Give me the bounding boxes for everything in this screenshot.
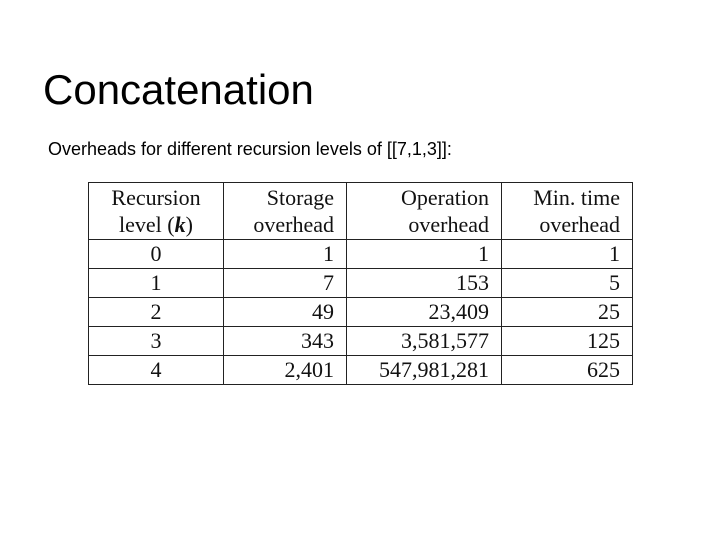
cell-min-time: 5 bbox=[502, 269, 633, 298]
overheads-table bbox=[88, 182, 633, 385]
cell-min-time: 1 bbox=[502, 240, 633, 269]
table-row bbox=[89, 298, 633, 327]
cell-level: 3 bbox=[89, 327, 224, 356]
header-recursion-variable: k bbox=[174, 212, 186, 237]
header-operation-line2: overhead bbox=[408, 212, 489, 237]
header-recursion-level bbox=[89, 183, 224, 240]
cell-operation: 23,409 bbox=[347, 298, 502, 327]
cell-level: 0 bbox=[89, 240, 224, 269]
header-operation-line1: Operation bbox=[401, 185, 489, 210]
cell-min-time: 625 bbox=[502, 356, 633, 385]
header-recursion-line2-prefix: level ( bbox=[119, 212, 175, 237]
table-row bbox=[89, 356, 633, 385]
cell-storage: 49 bbox=[224, 298, 347, 327]
slide-title: Concatenation bbox=[43, 66, 314, 113]
header-storage-line1: Storage bbox=[266, 185, 334, 210]
table-header-row bbox=[89, 183, 633, 240]
table-row bbox=[89, 327, 633, 356]
slide-subtitle: Overheads for different recursion levels of [[7,1,3]]: bbox=[48, 139, 452, 159]
header-storage-overhead bbox=[224, 183, 347, 240]
header-recursion-line2-suffix: ) bbox=[185, 212, 193, 237]
cell-operation: 547,981,281 bbox=[347, 356, 502, 385]
header-min-time-overhead bbox=[502, 183, 633, 240]
cell-operation: 3,581,577 bbox=[347, 327, 502, 356]
cell-level: 1 bbox=[89, 269, 224, 298]
cell-level: 2 bbox=[89, 298, 224, 327]
cell-storage: 1 bbox=[224, 240, 347, 269]
header-storage-line2: overhead bbox=[253, 212, 334, 237]
cell-storage: 7 bbox=[224, 269, 347, 298]
table-row bbox=[89, 269, 633, 298]
cell-level: 4 bbox=[89, 356, 224, 385]
cell-min-time: 25 bbox=[502, 298, 633, 327]
cell-storage: 343 bbox=[224, 327, 347, 356]
table-row bbox=[89, 240, 633, 269]
header-mintime-line2: overhead bbox=[539, 212, 620, 237]
cell-min-time: 125 bbox=[502, 327, 633, 356]
cell-storage: 2,401 bbox=[224, 356, 347, 385]
cell-operation: 1 bbox=[347, 240, 502, 269]
header-recursion-line1: Recursion bbox=[111, 185, 201, 210]
cell-operation: 153 bbox=[347, 269, 502, 298]
header-operation-overhead bbox=[347, 183, 502, 240]
header-mintime-line1: Min. time bbox=[533, 185, 620, 210]
